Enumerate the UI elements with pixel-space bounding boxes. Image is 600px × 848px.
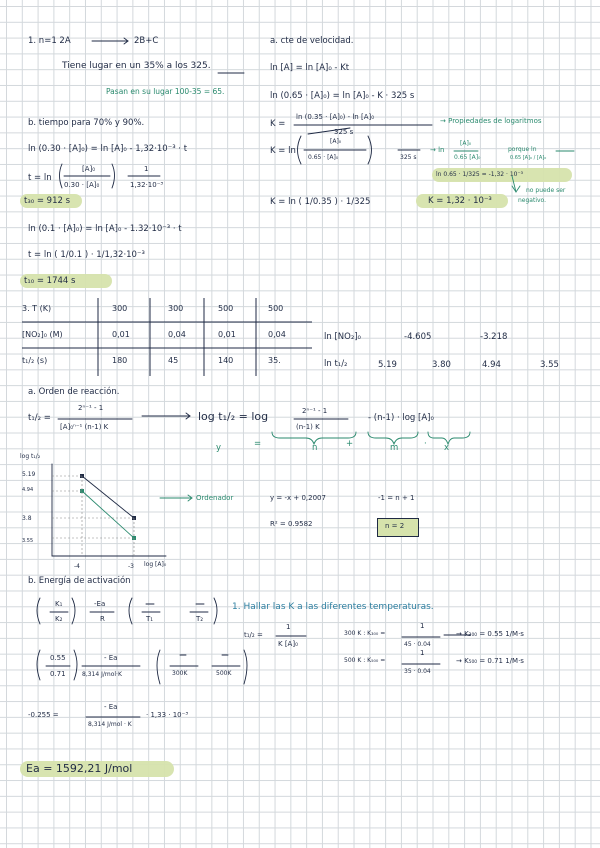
log-properties-note: → Propiedades de logaritmos (440, 117, 542, 125)
eq2-500k: 500K (216, 670, 232, 677)
under-n: n (312, 443, 318, 453)
problem-1-remaining: Pasan en su lugar 100-35 = 65. (106, 87, 225, 96)
table-header-cell: 500 (268, 304, 284, 313)
part-a-eq3-lhs: K = (270, 119, 286, 129)
part-b-eq2-num: [A]₀ (82, 165, 96, 173)
eq3-num: - Ea (104, 703, 118, 711)
half-life-lhs: t₁/₂ = (244, 631, 263, 639)
eq2-r: 8,314 J/mol·K (82, 671, 122, 678)
step-1-heading: 1. Hallar las K a las diferentes temperaturas. (232, 602, 434, 612)
table-cell: 180 (112, 356, 128, 365)
eq2-num: 0.55 (50, 654, 66, 662)
part-a-eq4-porque: porque ln (508, 146, 537, 153)
ln-t-label: ln t₁/₂ (324, 359, 348, 369)
log-eq-num: 2ⁿ⁻¹ - 1 (302, 407, 328, 415)
part-a-eq3-den: 325 s (334, 128, 354, 136)
table-header-cell: 3. T (K) (22, 304, 52, 313)
half-life-den: K [A]₀ (278, 640, 298, 648)
eq1-k2: K₂ (55, 615, 63, 623)
part-a-eq4-n2: [A]₀ (460, 140, 472, 147)
part-b-equation-1: ln (0.30 · [A]₀) = ln [A]₀ - 1,32·10⁻³ · t (28, 144, 188, 154)
graph-series (52, 474, 136, 556)
ea-result: Ea = 1592,21 J/mol (26, 762, 133, 775)
part-b-eq2-fden: 1,32·10⁻³ (130, 181, 164, 189)
part-a-eq4-num: [A]₀ (330, 138, 342, 145)
k300-num: 1 (420, 622, 425, 630)
part-a-equation-5: K = ln ( 1/0.35 ) · 1/325 (270, 197, 371, 207)
under-x: x (444, 443, 450, 453)
strikethrough (308, 128, 350, 134)
k500-result: → K₅₀₀ = 0.71 1/M·s (456, 657, 524, 665)
fit-equation: y = -x + 0,2007 (270, 494, 326, 502)
part-a-equation-1: ln [A] = ln [A]₀ - Kt (270, 63, 350, 73)
part-b-eq2-lhs: t = ln (28, 173, 52, 183)
table-cell: 0,04 (168, 330, 186, 339)
k500-den: 35 · 0.04 (404, 668, 431, 675)
graph-ytick-1: 5.19 (22, 471, 36, 478)
part-a-heading: a. cte de velocidad. (270, 36, 354, 46)
part-a-eq4-d2: 0.65 [A]₀ (454, 154, 481, 161)
k300-den: 45 · 0.04 (404, 641, 431, 648)
eq2-300k: 300K (172, 670, 188, 677)
activation-heading: b. Energía de activación (28, 576, 131, 586)
n-result: n = 2 (385, 522, 405, 530)
k500-num: 1 (420, 649, 425, 657)
graph-ytick-2: 4.94 (22, 487, 34, 493)
graph-xtick-2: -3 (128, 563, 134, 570)
part-a-eq4-den: 0.65 · [A]₀ (308, 154, 339, 161)
eq1-r: R (100, 615, 105, 623)
part-b-eq2-fnum: 1 (144, 165, 149, 173)
eq1-t1: T₁ (146, 615, 154, 623)
table-cell: 35. (268, 356, 281, 365)
order-eq-lhs: t₁/₂ = (28, 413, 51, 423)
order-eq-den: [A]₀ⁿ⁻¹ (n-1) K (60, 423, 109, 431)
k500-lhs: 500 K : K₅₀₀ = (344, 657, 386, 664)
ordenador-label: Ordenador (196, 494, 234, 502)
negative-check: ln 0.65 · 1/325 = -1,32 · 10⁻³ (436, 171, 524, 178)
part-b-heading: b. tiempo para 70% y 90%. (28, 118, 145, 128)
table-cell: 0,01 (218, 330, 236, 339)
problem-1-statement: Tiene lugar en un 35% a los 325. (62, 61, 211, 71)
not-negative-note-1: no puede ser (526, 187, 566, 194)
fit-relation: -1 = n + 1 (378, 494, 415, 502)
eq1-k1: K₁ (55, 600, 63, 608)
part-a-eq4-arrow: → ln (430, 146, 445, 154)
part-a-equation-2: ln (0.65 · [A]₀) = ln [A]₀ - K · 325 s (270, 91, 415, 101)
eq3-den: 8,314 J/mol · K (88, 721, 132, 728)
ln-t-value-2: 3.80 (432, 360, 451, 370)
under-m: m (390, 443, 399, 453)
under-dot: · (424, 439, 427, 449)
order-heading: a. Orden de reacción. (28, 387, 120, 397)
table-header-cell: 300 (112, 304, 128, 313)
table-cell: 0,01 (112, 330, 130, 339)
order-eq-num: 2ⁿ⁻¹ - 1 (78, 404, 104, 412)
table-header-cell: 500 (218, 304, 234, 313)
k300-result: → K₃₀₀ = 0.55 1/M·s (456, 630, 524, 638)
eq3-lhs: -0.255 = (28, 711, 59, 719)
graph-ytick-4: 3.55 (22, 538, 34, 544)
table-header-cell: 300 (168, 304, 184, 313)
log-eq: log t₁/₂ = log (198, 410, 269, 423)
brace-x (428, 432, 470, 444)
graph-xtick-1: -4 (74, 563, 80, 570)
brace-m (368, 432, 418, 444)
half-life-num: 1 (286, 623, 291, 631)
table-cell: [NO₂]₀ (M) (22, 330, 63, 339)
table-cell: 140 (218, 356, 234, 365)
ln-no2-label: ln [NO₂]₀ (324, 332, 361, 342)
under-y: y (216, 443, 222, 453)
under-plus: + (346, 439, 354, 449)
part-a-eq4-factor: 325 s (400, 154, 417, 161)
k300-lhs: 300 K : K₃₀₀ = (344, 630, 386, 637)
part-b-eq2-den: 0.30 · [A]₀ (64, 181, 100, 189)
r-squared: R² = 0.9582 (270, 520, 313, 528)
problem-1-products: 2B+C (134, 36, 159, 46)
table-cell: 45 (168, 356, 179, 365)
part-a-eq3-num: ln (0.35 · [A]₀) - ln [A]₀ (296, 113, 375, 121)
eq1-ea: -Ea (94, 600, 106, 608)
table-cell: t₁/₂ (s) (22, 356, 48, 365)
t30-result: t₃₀ = 912 s (24, 196, 71, 206)
ln-t-value-3: 4.94 (482, 360, 501, 370)
part-a-eq4-lhs: K = ln (270, 146, 296, 156)
graph-x-label: log [A]₀ (144, 561, 167, 568)
eq1-t2: T₂ (196, 615, 204, 623)
part-b-equation-3: ln (0.1 · [A]₀) = ln [A]₀ - 1.32·10⁻³ · t (28, 224, 182, 234)
table-cell: 0,04 (268, 330, 286, 339)
not-negative-note-2: negativo. (518, 197, 547, 204)
log-eq-rest: - (n-1) · log [A]₀ (368, 413, 434, 423)
eq2-den: 0.71 (50, 670, 66, 678)
part-b-equation-4: t = ln ( 1/0.1 ) · 1/1,32·10⁻³ (28, 250, 145, 260)
problem-1-title: 1. n=1 2A (28, 36, 71, 46)
brace-n (272, 432, 356, 444)
ln-t-value-4: 3.55 (540, 360, 559, 370)
eq2-ea: - Ea (104, 654, 118, 662)
log-eq-den: (n-1) K (296, 423, 320, 431)
ln-t-value-1: 5.19 (378, 360, 397, 370)
part-a-eq4-frac3: 0.65 [A]₀ / [A]₀ (510, 155, 547, 161)
graph-ytick-3: 3.8 (22, 515, 32, 522)
under-eq: = (254, 439, 262, 449)
eq3-rhs: · 1,33 · 10⁻³ (146, 711, 189, 719)
k-result: K = 1,32 · 10⁻³ (428, 196, 492, 206)
t10-result: t₁₀ = 1744 s (24, 276, 76, 286)
graph-y-label: log t₁/₂ (20, 453, 41, 460)
ln-no2-value-1: -4.605 (404, 332, 432, 342)
ln-no2-value-2: -3.218 (480, 332, 508, 342)
